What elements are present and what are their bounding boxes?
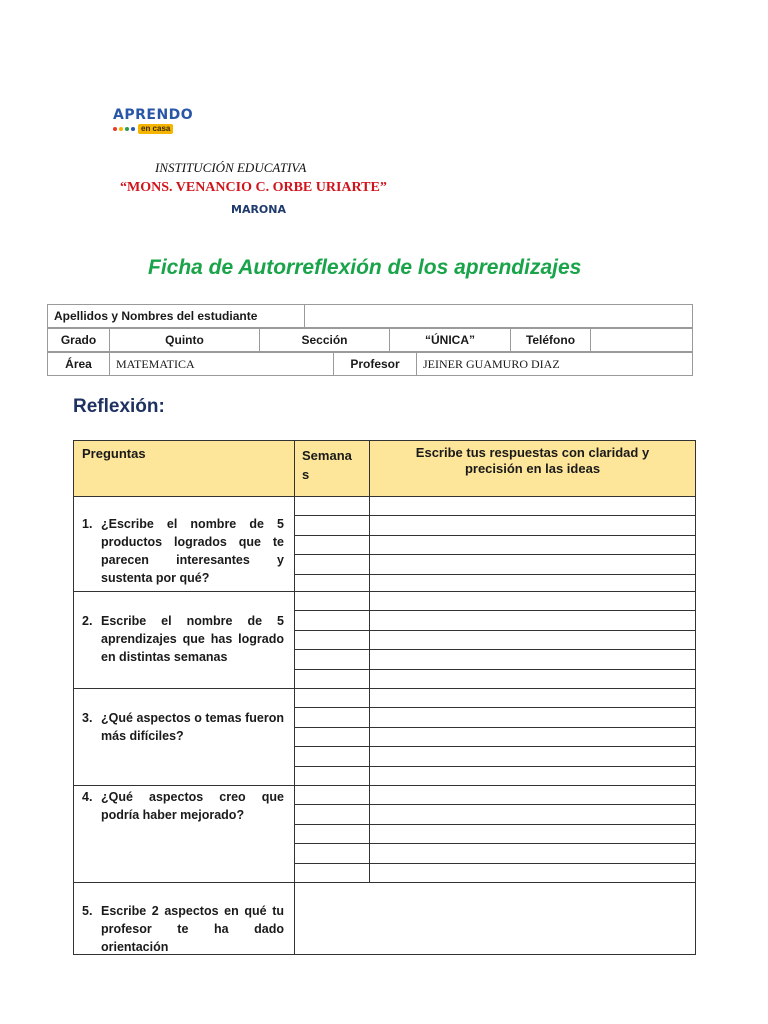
answer-row-line — [295, 554, 695, 555]
header-answers: Escribe tus respuestas con claridad y precisión en las ideas — [415, 445, 650, 476]
row-separator — [74, 785, 695, 786]
header-questions: Preguntas — [82, 446, 146, 461]
question-4: 4. ¿Qué aspectos creo que podría haber mejorado? — [82, 790, 284, 822]
answer-row-line — [295, 746, 695, 747]
area-value: MATEMATICA — [110, 353, 334, 375]
answer-row-line — [295, 804, 695, 805]
phone-field[interactable] — [591, 329, 692, 351]
student-name-label: Apellidos y Nombres del estudiante — [48, 305, 305, 327]
answer-row-line — [295, 515, 695, 516]
logo-text-aprendo: APRENDO — [113, 107, 194, 123]
reflection-table — [73, 440, 696, 955]
grade-row — [47, 328, 693, 352]
reflection-heading: Reflexión: — [73, 396, 165, 417]
answer-field-5[interactable] — [296, 883, 694, 953]
answer-row-line — [295, 649, 695, 650]
answer-row-line — [295, 535, 695, 536]
answer-row-line — [295, 843, 695, 844]
teacher-value: JEINER GUAMURO DIAZ — [423, 357, 560, 371]
answer-row-line — [295, 766, 695, 767]
student-name-row — [47, 304, 693, 328]
header-weeks: Semana s — [302, 448, 352, 482]
aprendo-en-casa-logo — [113, 107, 201, 135]
section-value: “ÚNICA” — [390, 329, 511, 351]
question-2: 2. Escribe el nombre de 5 aprendizajes que has logrado en distintas semanas — [82, 614, 284, 664]
answer-row-line — [295, 574, 695, 575]
school-location: MARONA — [231, 203, 286, 216]
grade-label: Grado — [48, 329, 110, 351]
column-divider — [369, 441, 370, 882]
area-row — [47, 352, 693, 376]
phone-label: Teléfono — [511, 329, 591, 351]
institution-label: INSTITUCIÓN EDUCATIVA — [155, 160, 307, 175]
area-label: Área — [48, 353, 110, 375]
section-label: Sección — [260, 329, 390, 351]
answer-row-line — [295, 824, 695, 825]
document-title: Ficha de Autorreflexión de los aprendizajes — [148, 256, 582, 279]
logo-dots-icon — [113, 127, 135, 131]
grade-value: Quinto — [110, 329, 260, 351]
teacher-label: Profesor — [334, 353, 417, 375]
student-name-field[interactable] — [305, 305, 692, 327]
logo-text-en-casa: en casa — [138, 124, 173, 134]
question-5: 5. Escribe 2 aspectos en qué tu profesor te ha dado orientación — [82, 904, 284, 954]
answer-row-line — [295, 669, 695, 670]
answer-row-line — [295, 863, 695, 864]
answer-row-line — [295, 727, 695, 728]
column-divider — [294, 441, 295, 954]
row-separator — [74, 688, 695, 689]
school-name: “MONS. VENANCIO C. ORBE URIARTE” — [120, 180, 387, 195]
answer-row-line — [295, 707, 695, 708]
question-1: 1. ¿Escribe el nombre de 5 productos logrados que te parecen interesantes y sustenta por qué? — [82, 517, 284, 585]
answer-row-line — [295, 610, 695, 611]
question-3: 3. ¿Qué aspectos o temas fueron más difíciles? — [82, 711, 284, 743]
row-separator — [74, 591, 695, 592]
answer-row-line — [295, 630, 695, 631]
